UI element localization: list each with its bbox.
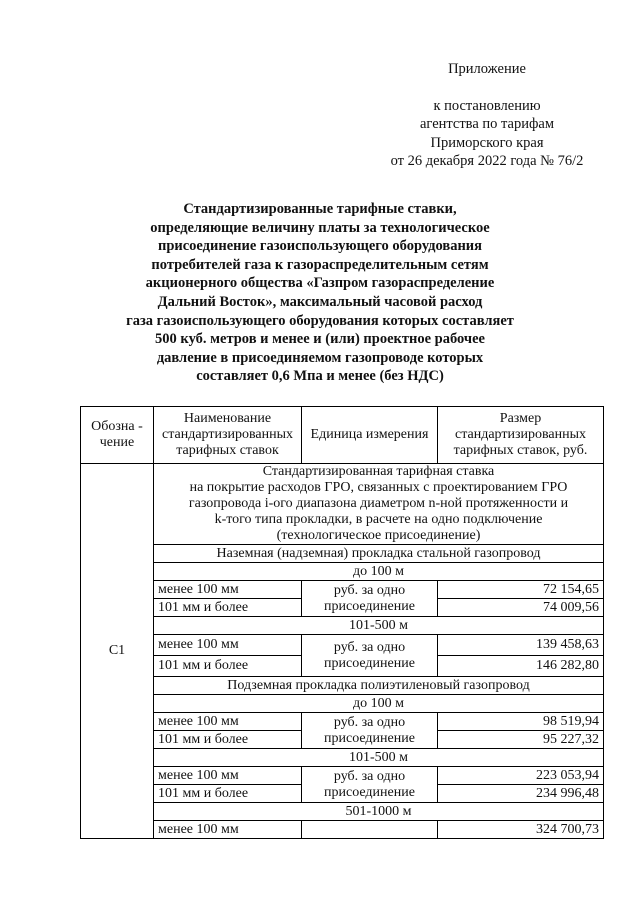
diameter-cell: 101 мм и более	[154, 656, 302, 677]
unit-line: руб. за одно	[333, 769, 406, 784]
range-row	[81, 695, 604, 713]
appendix-title: Приложение	[448, 61, 526, 77]
section-title-steel: Наземная (надземная) прокладка стальной газопровод	[154, 545, 604, 563]
code-cell: С1	[81, 464, 154, 839]
title-line: газа газоиспользующего оборудования которых составляет	[126, 312, 514, 329]
unit-line: присоединение	[324, 730, 415, 746]
header-size: Размер стандартизированных тарифных ставок, руб.	[438, 407, 604, 464]
diameter-cell: менее 100 мм	[154, 581, 302, 599]
appendix-line: от 26 декабря 2022 года № 76/2	[390, 153, 584, 169]
section-row	[81, 677, 604, 695]
value-cell: 324 700,73	[438, 821, 604, 839]
unit-cell	[302, 821, 438, 839]
table-row	[81, 821, 604, 839]
diameter-cell: 101 мм и более	[154, 785, 302, 803]
unit-cell	[302, 713, 438, 749]
value-cell: 95 227,32	[438, 731, 604, 749]
title-line: 500 куб. метров и менее и (или) проектное рабочее	[155, 331, 485, 348]
range-row	[81, 563, 604, 581]
value-cell: 139 458,63	[438, 635, 604, 656]
section-row	[81, 545, 604, 563]
table-row	[81, 581, 604, 599]
unit-line: руб. за одно	[333, 715, 406, 730]
header-name: Наименование стандартизированных тарифных ставок	[154, 407, 302, 464]
range-label: до 100 м	[154, 695, 604, 713]
title-line: составляет 0,6 Мпа и менее (без НДС)	[196, 368, 444, 385]
title-line: Дальний Восток», максимальный часовой расход	[157, 293, 483, 310]
description-line: на покрытие расходов ГРО, связанных с проектированием ГРО	[189, 480, 568, 495]
diameter-cell: менее 100 мм	[154, 635, 302, 656]
range-row	[81, 803, 604, 821]
unit-line: руб. за одно	[333, 583, 406, 598]
range-row	[81, 617, 604, 635]
table-header-row	[81, 407, 604, 464]
description-line: газопровода i-ого диапазона диаметром n-ной протяженности и	[188, 496, 569, 511]
unit-cell	[302, 581, 438, 617]
tariff-table	[80, 406, 604, 839]
value-cell: 223 053,94	[438, 767, 604, 785]
value-cell: 72 154,65	[438, 581, 604, 599]
value-cell: 234 996,48	[438, 785, 604, 803]
diameter-cell: менее 100 мм	[154, 821, 302, 839]
title-line: определяющие величину платы за технологическое	[150, 219, 490, 236]
range-label: 101-500 м	[154, 617, 604, 635]
description-row	[81, 464, 604, 545]
description-line: k-того типа прокладки, в расчете на одно подключение	[214, 512, 543, 527]
value-cell: 98 519,94	[438, 713, 604, 731]
diameter-cell: 101 мм и более	[154, 599, 302, 617]
unit-line: присоединение	[324, 598, 415, 614]
appendix-line: Приморского края	[430, 134, 544, 151]
section-title-pe: Подземная прокладка полиэтиленовый газопровод	[154, 677, 604, 695]
title-line: акционерного общества «Газпром газораспределение	[145, 275, 495, 292]
unit-line: руб. за одно	[333, 640, 406, 655]
diameter-cell: менее 100 мм	[154, 767, 302, 785]
description-cell	[154, 464, 604, 545]
range-label: 101-500 м	[154, 749, 604, 767]
unit-line: присоединение	[324, 784, 415, 800]
title-line: потребителей газа к газораспределительным сетям	[151, 256, 489, 273]
table-row	[81, 713, 604, 731]
header-designation: Обозна - чение	[81, 407, 154, 464]
appendix-block	[372, 60, 602, 171]
document-title	[100, 200, 540, 386]
description-line: Стандартизированная тарифная ставка	[262, 464, 495, 479]
value-cell: 74 009,56	[438, 599, 604, 617]
unit-cell	[302, 635, 438, 677]
title-line: давление в присоединяемом газопроводе которых	[156, 349, 484, 366]
table-row	[81, 767, 604, 785]
diameter-cell: менее 100 мм	[154, 713, 302, 731]
diameter-cell: 101 мм и более	[154, 731, 302, 749]
unit-line: присоединение	[324, 655, 415, 671]
table-row	[81, 635, 604, 656]
range-row	[81, 749, 604, 767]
unit-cell	[302, 767, 438, 803]
description-line: (технологическое присоединение)	[276, 528, 481, 543]
value-cell: 146 282,80	[438, 656, 604, 677]
range-label: до 100 м	[154, 563, 604, 581]
title-line: присоединение газоиспользующего оборудования	[157, 238, 483, 255]
title-line: Стандартизированные тарифные ставки,	[183, 201, 457, 217]
appendix-line: к постановлению	[433, 97, 541, 114]
header-unit: Единица измерения	[302, 407, 438, 464]
range-label: 501-1000 м	[154, 803, 604, 821]
appendix-line: агентства по тарифам	[420, 116, 554, 132]
